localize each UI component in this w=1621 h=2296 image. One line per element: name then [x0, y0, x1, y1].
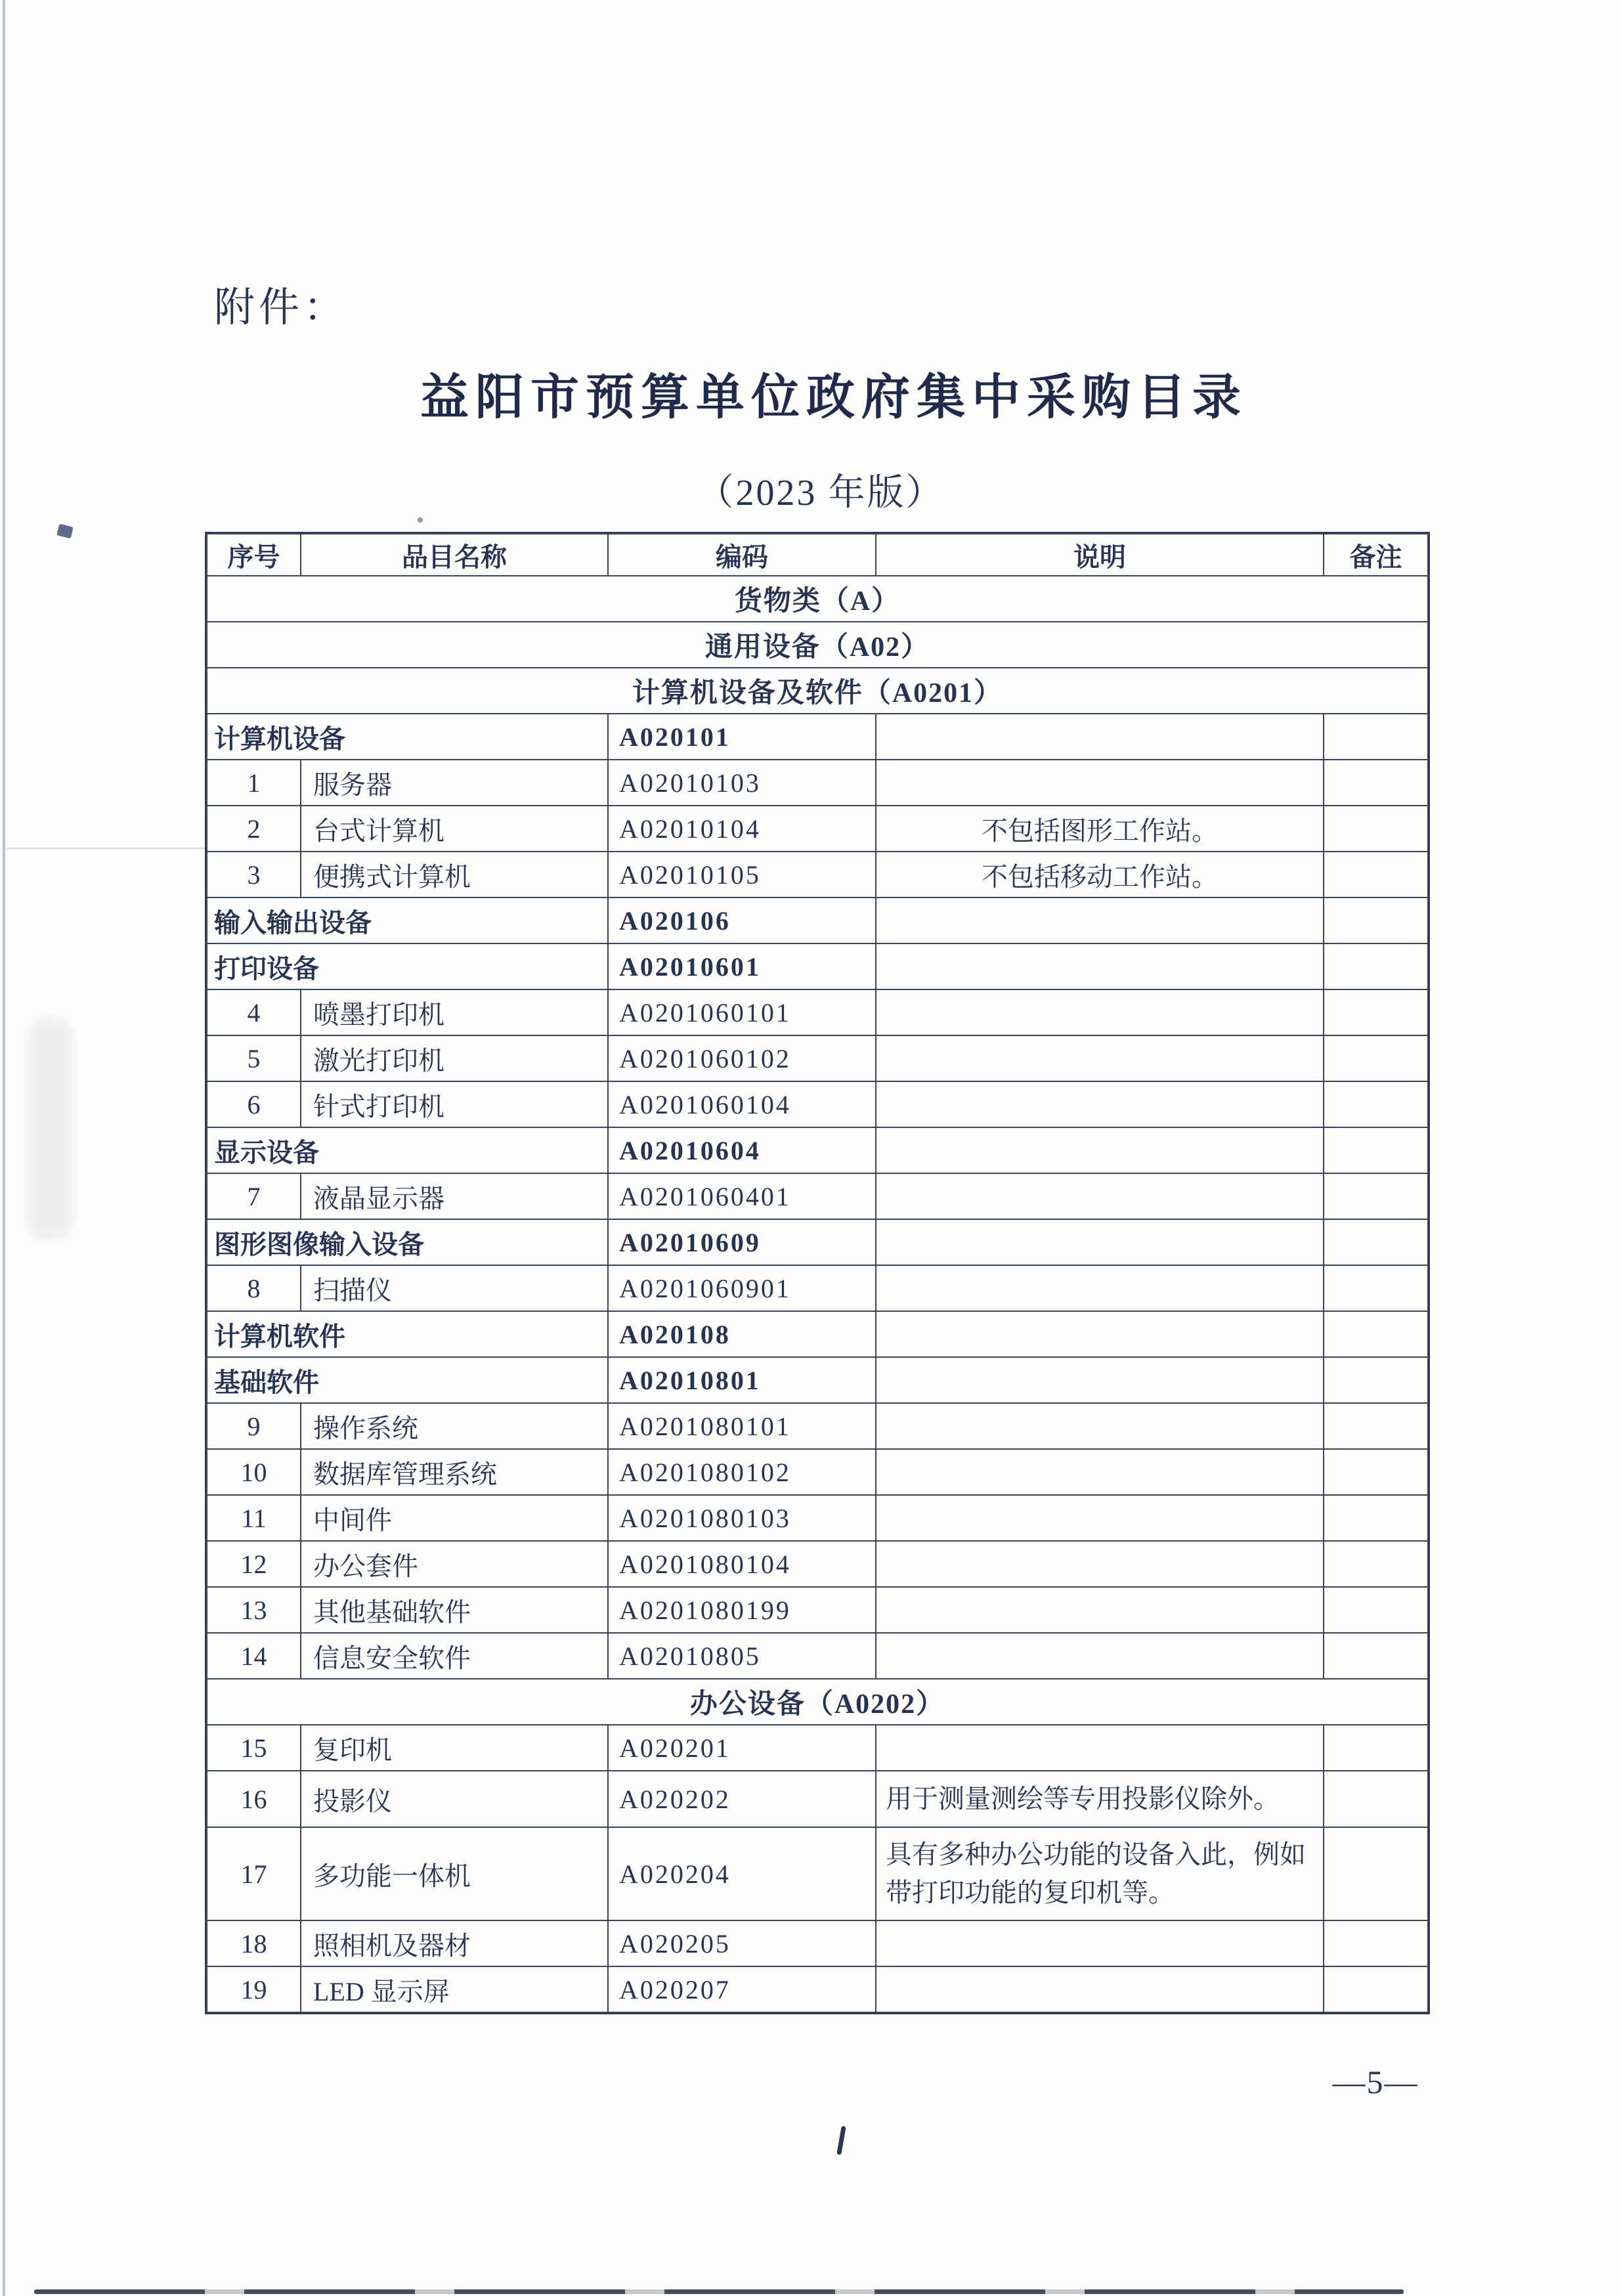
name-cell: 其他基础软件	[301, 1587, 608, 1633]
item-row	[206, 1725, 1429, 1771]
remark-cell	[1324, 1081, 1429, 1127]
remark-cell	[1324, 943, 1429, 989]
scan-artifact-bottom-smudge	[34, 2289, 1404, 2294]
seq-cell: 3	[206, 852, 301, 898]
remark-cell	[1324, 714, 1429, 760]
category-row	[206, 714, 1429, 760]
scan-artifact-ink-blob	[56, 524, 74, 539]
desc-cell	[876, 1311, 1324, 1357]
remark-cell	[1324, 1449, 1429, 1495]
name-cell: 信息安全软件	[301, 1633, 608, 1679]
section-row	[206, 576, 1429, 622]
col-header-seq: 序号	[206, 533, 301, 576]
category-name-cell: 打印设备	[206, 943, 608, 989]
remark-cell	[1324, 1966, 1429, 2013]
seq-cell: 6	[206, 1081, 301, 1127]
item-row	[206, 1035, 1429, 1081]
catalog-table	[205, 532, 1430, 2014]
desc-cell	[876, 1633, 1324, 1679]
code-cell: A020106	[608, 898, 876, 943]
item-row	[206, 1633, 1429, 1679]
name-cell: 照相机及器材	[301, 1920, 608, 1966]
code-cell: A020204	[608, 1827, 876, 1920]
col-header-remark: 备注	[1324, 533, 1429, 576]
doc-title: 益阳市预算单位政府集中采购目录	[420, 371, 1247, 425]
remark-cell	[1324, 989, 1429, 1035]
section-cell: 办公设备（A0202）	[206, 1679, 1429, 1725]
desc-cell	[876, 1035, 1324, 1081]
code-cell: A020202	[608, 1771, 876, 1827]
col-header-name: 品目名称	[301, 533, 608, 576]
name-cell: 复印机	[301, 1725, 608, 1771]
code-cell: A02010105	[608, 852, 876, 898]
name-cell: 中间件	[301, 1495, 608, 1541]
code-cell: A0201080101	[608, 1403, 876, 1449]
remark-cell	[1324, 1725, 1429, 1771]
desc-cell	[876, 898, 1324, 943]
seq-cell: 17	[206, 1827, 301, 1920]
seq-cell: 9	[206, 1403, 301, 1449]
remark-cell	[1324, 852, 1429, 898]
item-row	[206, 1403, 1429, 1449]
name-cell: 激光打印机	[301, 1035, 608, 1081]
category-row	[206, 1311, 1429, 1357]
category-row	[206, 1219, 1429, 1265]
category-name-cell: 显示设备	[206, 1127, 608, 1173]
category-row	[206, 943, 1429, 989]
desc-cell	[876, 760, 1324, 806]
remark-cell	[1324, 806, 1429, 852]
page-number: —5—	[1332, 2064, 1419, 2100]
item-row	[206, 760, 1429, 806]
code-cell: A020201	[608, 1725, 876, 1771]
item-row	[206, 989, 1429, 1035]
scan-artifact-margin-smudge	[28, 1018, 74, 1241]
category-row	[206, 1357, 1429, 1403]
category-name-cell: 基础软件	[206, 1357, 608, 1403]
seq-cell: 10	[206, 1449, 301, 1495]
desc-cell: 具有多种办公功能的设备入此，例如带打印功能的复印机等。	[876, 1827, 1324, 1920]
item-row	[206, 1081, 1429, 1127]
desc-cell	[876, 1081, 1324, 1127]
section-cell: 货物类（A）	[206, 576, 1429, 622]
category-row	[206, 898, 1429, 943]
code-cell: A0201080102	[608, 1449, 876, 1495]
name-cell: 投影仪	[301, 1771, 608, 1827]
seq-cell: 16	[206, 1771, 301, 1827]
category-row	[206, 1127, 1429, 1173]
item-row	[206, 852, 1429, 898]
remark-cell	[1324, 1357, 1429, 1403]
seq-cell: 8	[206, 1265, 301, 1311]
code-cell: A0201060901	[608, 1265, 876, 1311]
code-cell: A02010601	[608, 943, 876, 989]
attachment-label: 附件：	[214, 286, 349, 330]
remark-cell	[1324, 1311, 1429, 1357]
desc-cell	[876, 714, 1324, 760]
seq-cell: 7	[206, 1173, 301, 1219]
name-cell: 扫描仪	[301, 1265, 608, 1311]
remark-cell	[1324, 1541, 1429, 1587]
item-row	[206, 1265, 1429, 1311]
desc-cell: 用于测量测绘等专用投影仪除外。	[876, 1771, 1324, 1827]
remark-cell	[1324, 1035, 1429, 1081]
item-row	[206, 806, 1429, 852]
desc-cell	[876, 1587, 1324, 1633]
col-header-desc: 说明	[876, 533, 1324, 576]
section-row	[206, 1679, 1429, 1725]
seq-cell: 18	[206, 1920, 301, 1966]
remark-cell	[1324, 898, 1429, 943]
name-cell: 台式计算机	[301, 806, 608, 852]
name-cell: 针式打印机	[301, 1081, 608, 1127]
category-name-cell: 输入输出设备	[206, 898, 608, 943]
name-cell: 液晶显示器	[301, 1173, 608, 1219]
remark-cell	[1324, 1495, 1429, 1541]
seq-cell: 14	[206, 1633, 301, 1679]
remark-cell	[1324, 1219, 1429, 1265]
name-cell: 操作系统	[301, 1403, 608, 1449]
desc-cell	[876, 1403, 1324, 1449]
name-cell: 多功能一体机	[301, 1827, 608, 1920]
code-cell: A0201060401	[608, 1173, 876, 1219]
seq-cell: 12	[206, 1541, 301, 1587]
name-cell: 喷墨打印机	[301, 989, 608, 1035]
desc-cell	[876, 1127, 1324, 1173]
table-body	[206, 576, 1429, 2013]
seq-cell: 15	[206, 1725, 301, 1771]
table-header	[206, 533, 1429, 576]
code-cell: A02010609	[608, 1219, 876, 1265]
remark-cell	[1324, 1771, 1429, 1827]
remark-cell	[1324, 1173, 1429, 1219]
desc-cell	[876, 989, 1324, 1035]
item-row	[206, 1173, 1429, 1219]
item-row	[206, 1587, 1429, 1633]
remark-cell	[1324, 1127, 1429, 1173]
desc-cell	[876, 1495, 1324, 1541]
doc-subtitle: （2023 年版）	[697, 473, 945, 513]
remark-cell	[1324, 760, 1429, 806]
code-cell: A020108	[608, 1311, 876, 1357]
seq-cell: 2	[206, 806, 301, 852]
desc-cell: 不包括移动工作站。	[876, 852, 1324, 898]
seq-cell: 5	[206, 1035, 301, 1081]
item-row	[206, 1827, 1429, 1920]
section-cell: 计算机设备及软件（A0201）	[206, 668, 1429, 714]
desc-cell	[876, 1541, 1324, 1587]
code-cell: A02010805	[608, 1633, 876, 1679]
name-cell: 数据库管理系统	[301, 1449, 608, 1495]
name-cell: 服务器	[301, 760, 608, 806]
desc-cell	[876, 1725, 1324, 1771]
remark-cell	[1324, 1920, 1429, 1966]
code-cell: A0201080199	[608, 1587, 876, 1633]
remark-cell	[1324, 1587, 1429, 1633]
code-cell: A0201060104	[608, 1081, 876, 1127]
scan-artifact-left-edge-line	[3, 0, 5, 2296]
code-cell: A02010801	[608, 1357, 876, 1403]
category-name-cell: 图形图像输入设备	[206, 1219, 608, 1265]
desc-cell	[876, 1173, 1324, 1219]
scan-artifact-stray-mark	[836, 2126, 846, 2155]
header-row	[206, 533, 1429, 576]
seq-cell: 13	[206, 1587, 301, 1633]
name-cell: 办公套件	[301, 1541, 608, 1587]
section-row	[206, 622, 1429, 668]
code-cell: A02010104	[608, 806, 876, 852]
section-row	[206, 668, 1429, 714]
item-row	[206, 1966, 1429, 2013]
desc-cell	[876, 1920, 1324, 1966]
code-cell: A020205	[608, 1920, 876, 1966]
desc-cell	[876, 1219, 1324, 1265]
code-cell: A02010604	[608, 1127, 876, 1173]
item-row	[206, 1495, 1429, 1541]
code-cell: A020207	[608, 1966, 876, 2013]
seq-cell: 1	[206, 760, 301, 806]
seq-cell: 4	[206, 989, 301, 1035]
remark-cell	[1324, 1403, 1429, 1449]
remark-cell	[1324, 1265, 1429, 1311]
code-cell: A0201080104	[608, 1541, 876, 1587]
desc-cell: 不包括图形工作站。	[876, 806, 1324, 852]
seq-cell: 11	[206, 1495, 301, 1541]
desc-cell	[876, 1265, 1324, 1311]
item-row	[206, 1920, 1429, 1966]
scan-artifact-dot	[418, 517, 423, 523]
remark-cell	[1324, 1827, 1429, 1920]
item-row	[206, 1771, 1429, 1827]
code-cell: A0201080103	[608, 1495, 876, 1541]
section-cell: 通用设备（A02）	[206, 622, 1429, 668]
category-name-cell: 计算机软件	[206, 1311, 608, 1357]
code-cell: A0201060102	[608, 1035, 876, 1081]
item-row	[206, 1449, 1429, 1495]
desc-cell	[876, 1357, 1324, 1403]
name-cell: 便携式计算机	[301, 852, 608, 898]
code-cell: A020101	[608, 714, 876, 760]
seq-cell: 19	[206, 1966, 301, 2013]
col-header-code: 编码	[608, 533, 876, 576]
desc-cell	[876, 1449, 1324, 1495]
item-row	[206, 1541, 1429, 1587]
code-cell: A02010103	[608, 760, 876, 806]
desc-cell	[876, 943, 1324, 989]
code-cell: A0201060101	[608, 989, 876, 1035]
desc-cell	[876, 1966, 1324, 2013]
category-name-cell: 计算机设备	[206, 714, 608, 760]
remark-cell	[1324, 1633, 1429, 1679]
scan-artifact-bleed-line	[7, 848, 205, 849]
name-cell: LED 显示屏	[301, 1966, 608, 2013]
